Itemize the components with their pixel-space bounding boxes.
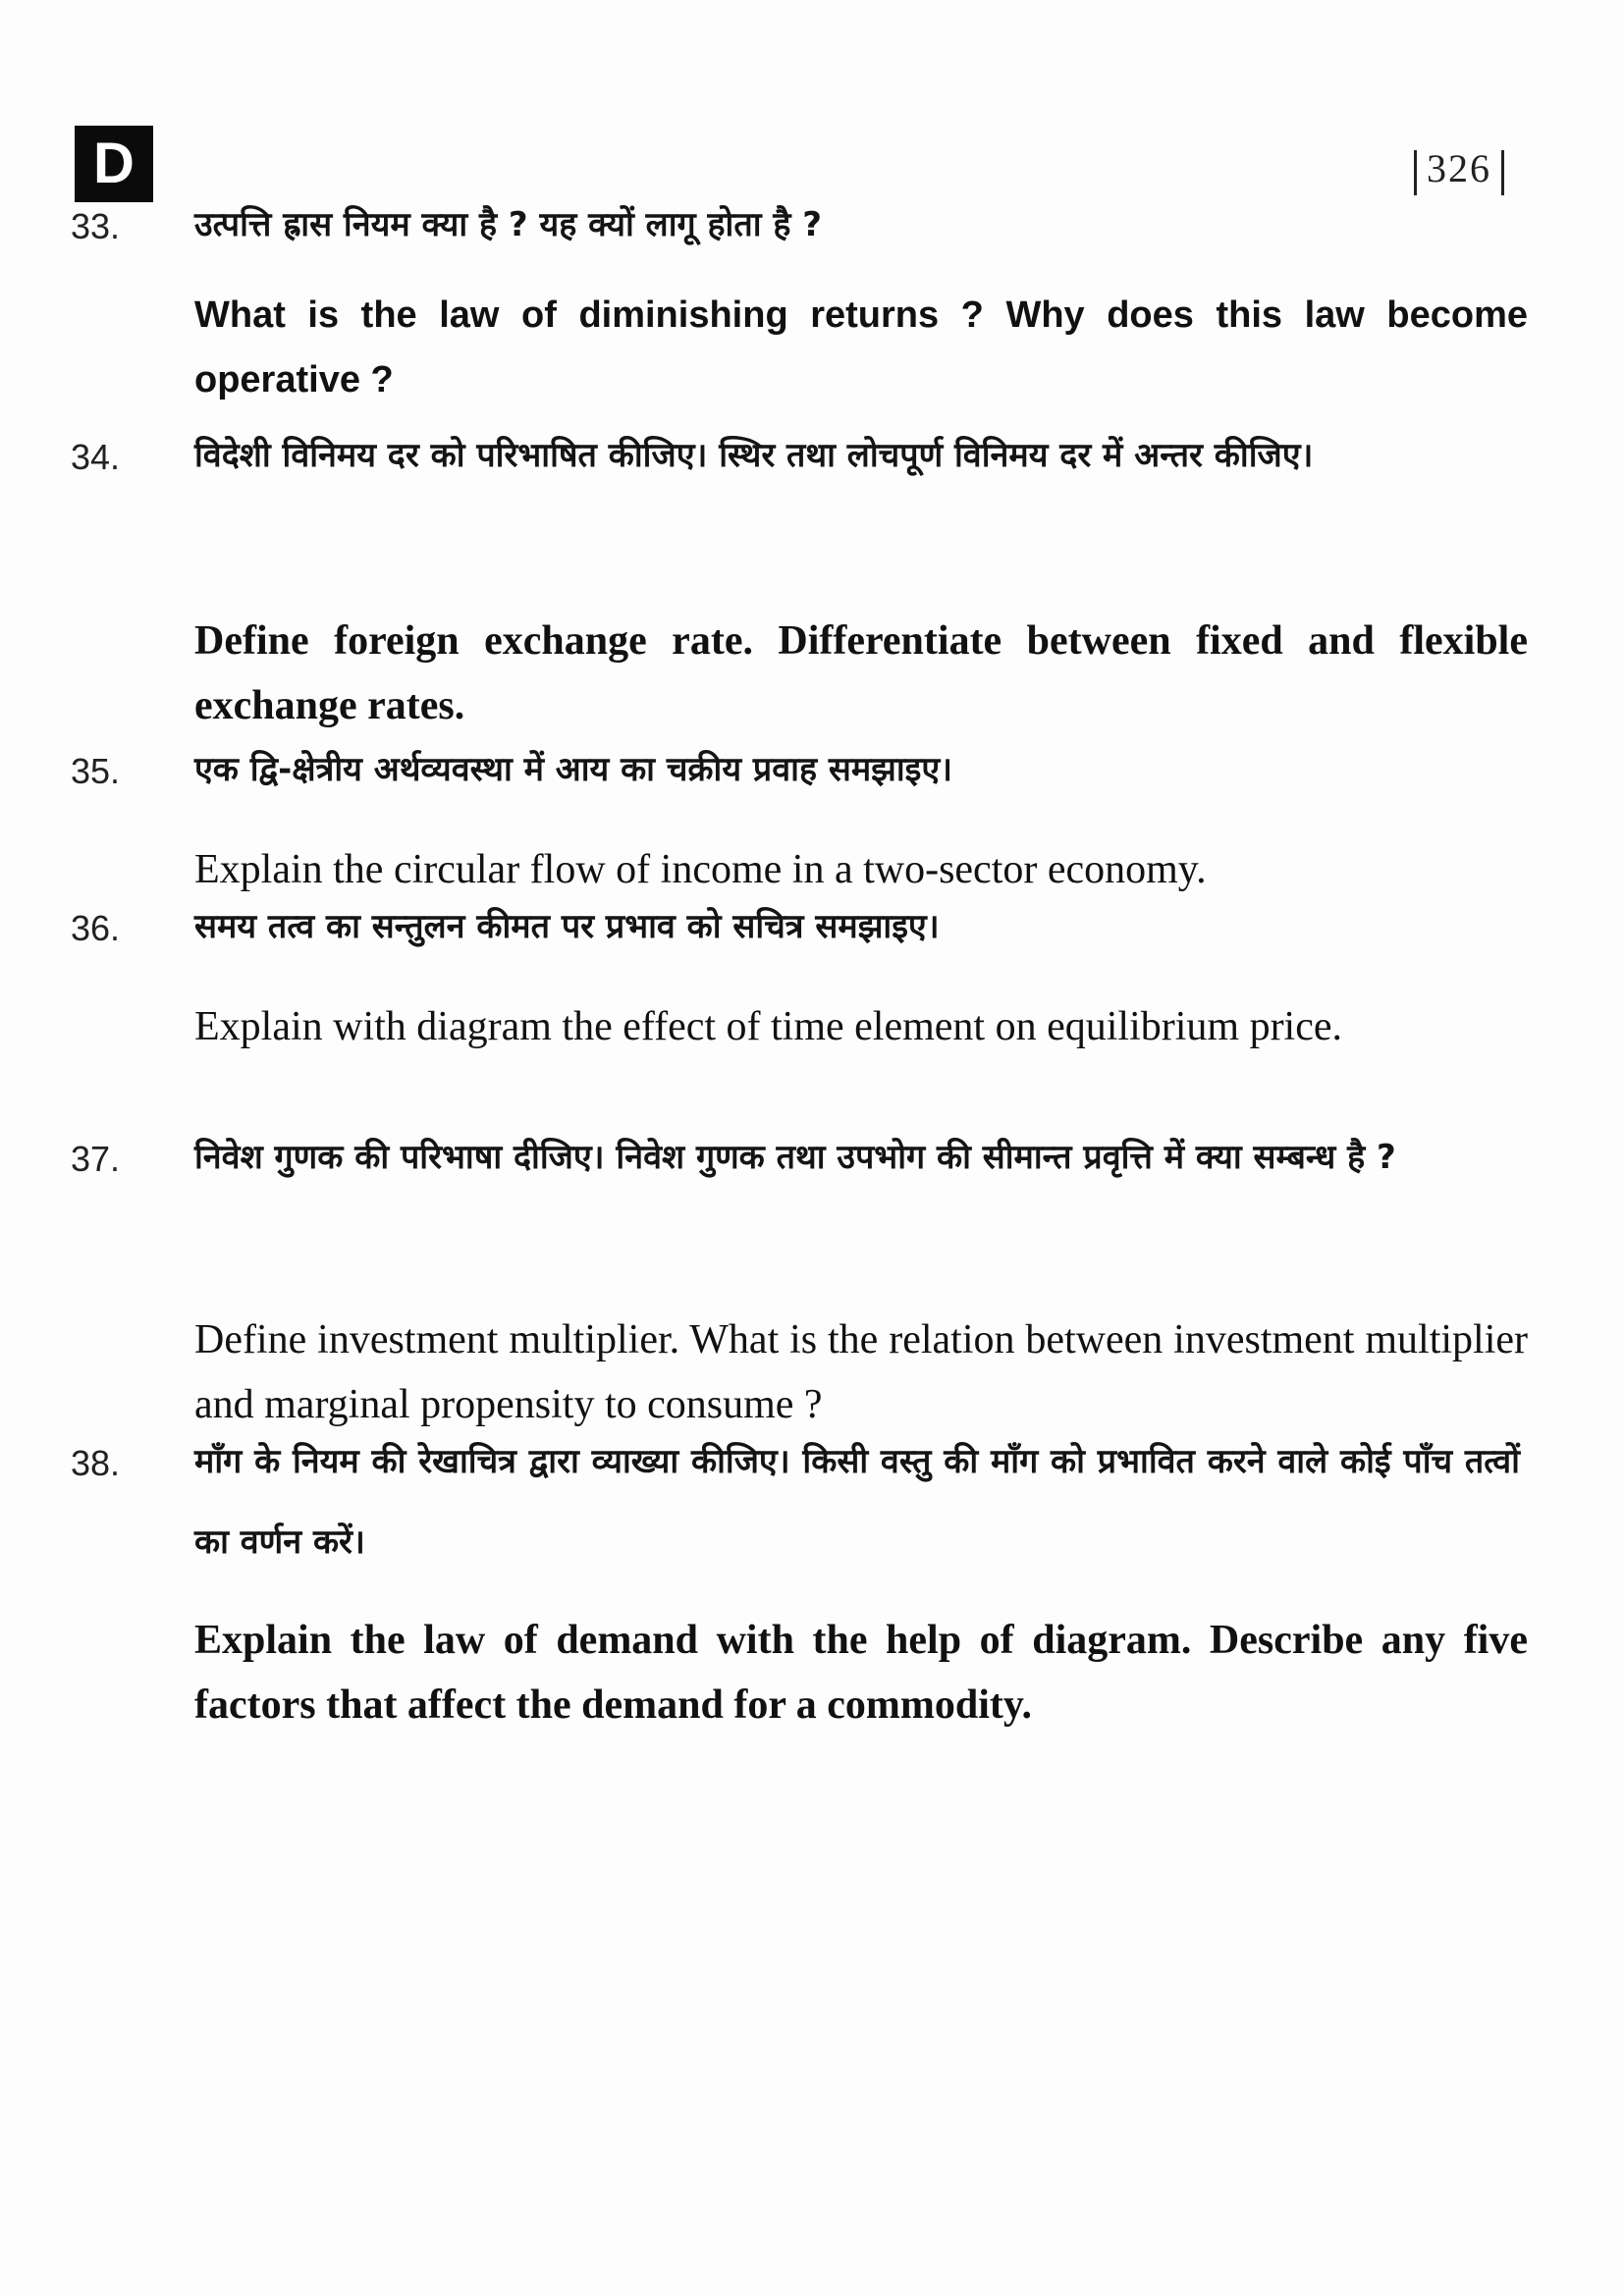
question-number: 37. xyxy=(71,1139,121,1179)
question-number: 38. xyxy=(71,1443,121,1483)
question-text-english: Define investment multiplier. What is the relation between investment multiplier and marginal propensity to consume ? xyxy=(194,1317,1528,1427)
question-number: 36. xyxy=(71,908,121,948)
question-text-hindi: माँग के नियम की रेखाचित्र द्वारा व्याख्या कीजिए। किसी वस्तु की माँग को प्रभावित करने वाले कोई पाँच तत्वों का वर्णन करें। xyxy=(194,1442,1520,1562)
question-text-english: Explain the circular flow of income in a two-sector economy. xyxy=(194,847,1207,892)
question-text-hindi: विदेशी विनिमय दर को परिभाषित कीजिए। स्थिर तथा लोचपूर्ण विनिमय दर में अन्तर कीजिए। xyxy=(194,436,1314,475)
question-text-english: Define foreign exchange rate. Differentiate between fixed and flexible exchange rates. xyxy=(194,618,1528,728)
question-text-hindi: उत्पत्ति ह्रास नियम क्या है ? यह क्यों लागू होता है ? xyxy=(194,205,822,244)
page-number-value: 326 xyxy=(1427,146,1491,190)
question-text-hindi: एक द्वि-क्षेत्रीय अर्थव्यवस्था में आय का चक्रीय प्रवाह समझाइए। xyxy=(194,750,953,789)
question-text-english: Explain the law of demand with the help of diagram. Describe any five factors that affect the demand for a commodity. xyxy=(194,1618,1528,1728)
set-label-badge: D xyxy=(75,126,153,202)
question-text-hindi: समय तत्व का सन्तुलन कीमत पर प्रभाव को सचित्र समझाइए। xyxy=(194,907,940,946)
question-number: 33. xyxy=(71,206,121,246)
question-text-english: Explain with diagram the effect of time element on equilibrium price. xyxy=(194,1004,1343,1049)
question-number: 34. xyxy=(71,437,121,477)
question-text-english: What is the law of diminishing returns ? Why does this law become operative ? xyxy=(194,294,1528,400)
question-number: 35. xyxy=(71,751,121,791)
question-text-hindi: निवेश गुणक की परिभाषा दीजिए। निवेश गुणक तथा उपभोग की सीमान्त प्रवृत्ति में क्या सम्बन्ध है ? xyxy=(194,1138,1396,1177)
